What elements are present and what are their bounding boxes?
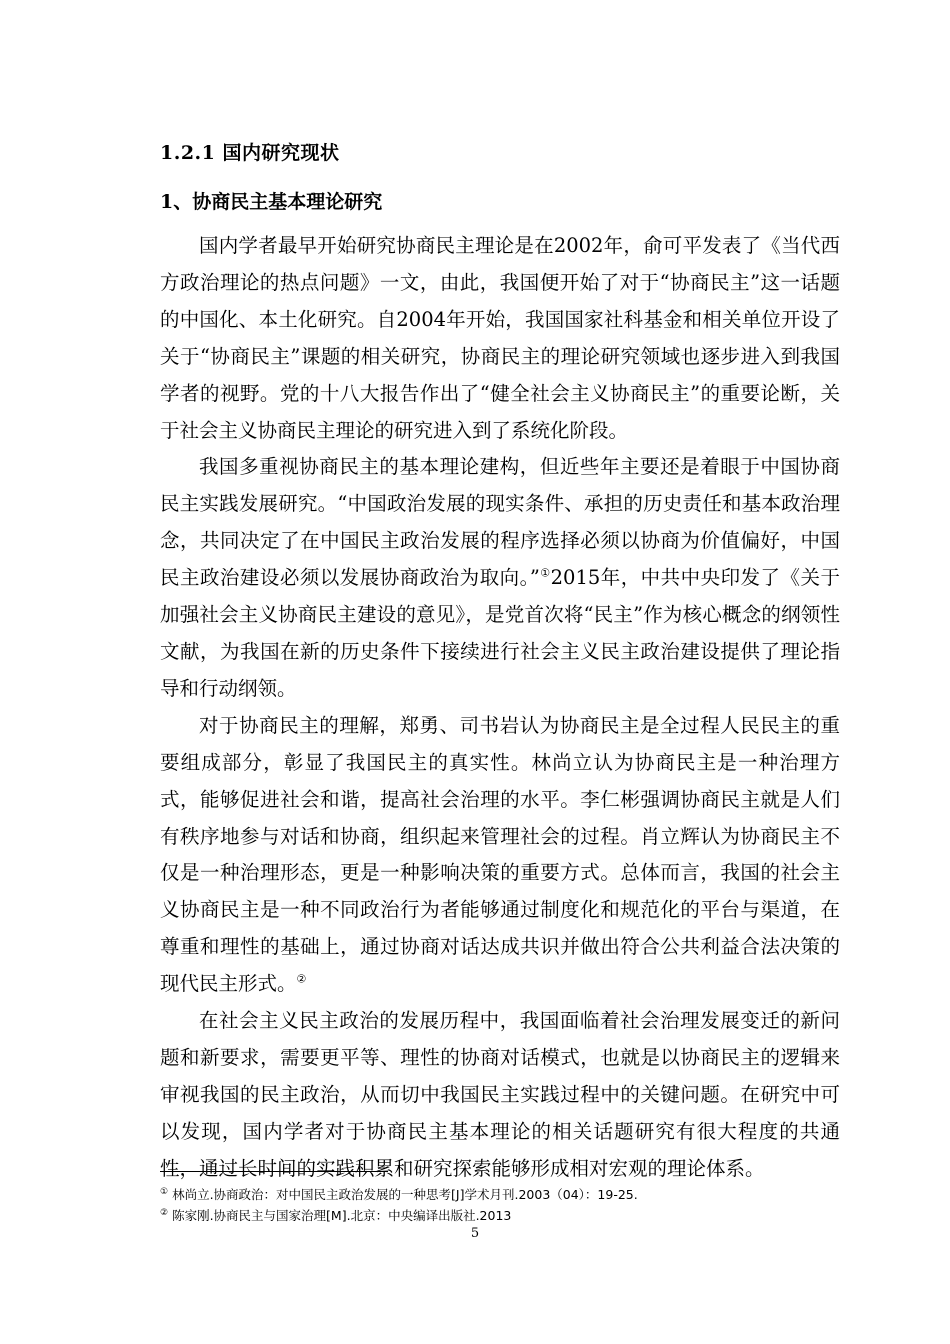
- footnote-2: [160, 1205, 840, 1226]
- paragraph-1-text: 国内学者最早开始研究协商民主理论是在2002年，俞可平发表了《当代西方政治理论的热点问题》一文，由此，我国便开始了对于“协商民主”这一话题的中国化、本土化研究。自2004年开始，我国国家社科基金和相关单位开设了关于“协商民主”课题的相关研究，协商民主的理论研究领域也逐步进入到我国学者的视野。党的十八大报告作出了“健全社会主义协商民主”的重要论断，关于社会主义协商民主理论的研究进入到了系统化阶段。: [160, 234, 840, 442]
- footnote-1: [160, 1184, 840, 1205]
- footnote-2-text: 陈家刚.协商民主与国家治理[M].北京：中央编译出版社.2013: [172, 1208, 512, 1223]
- body-text: [160, 228, 840, 1188]
- paragraph-4-text: 在社会主义民主政治的发展历程中，我国面临着社会治理发展变迁的新问题和新要求，需要更平等、理性的协商对话模式，也就是以协商民主的逻辑来审视我国的民主政治，从而切中我国民主实践过程中的关键问题。在研究中可以发现，国内学者对于协商民主基本理论的相关话题研究有很大程度的共通性，通过长时间的实践积累和研究探索能够形成相对宏观的理论体系。: [160, 1009, 840, 1180]
- paragraph-4: [160, 1003, 840, 1188]
- footnote-2-mark: ②: [160, 1207, 169, 1218]
- footnote-1-text: 林尚立.协商政治：对中国民主政治发展的一种思考[J]学术月刊.2003（04）：19-25.: [172, 1187, 638, 1202]
- footnote-1-mark: ①: [160, 1186, 169, 1197]
- footnote-ref-2[interactable]: ②: [296, 972, 307, 986]
- paragraph-2: [160, 449, 840, 707]
- subsection-heading: 1、协商民主基本理论研究: [160, 191, 383, 213]
- paragraph-3: [160, 708, 840, 1003]
- footnote-ref-1[interactable]: ①: [539, 566, 551, 580]
- footnote-separator: [160, 1171, 388, 1172]
- section-heading: 1.2.1 国内研究现状: [160, 142, 340, 164]
- paragraph-2-text-b: 2015年，中共中央印发了《关于加强社会主义协商民主建设的意见》，是党首次将“民主”作为核心概念的纲领性文献，为我国在新的历史条件下接续进行社会主义民主政治建设提供了理论指导和行动纲领。: [160, 566, 840, 700]
- page-number: 5: [470, 1226, 480, 1241]
- footnotes: [160, 1184, 840, 1226]
- paragraph-3-text: 对于协商民主的理解，郑勇、司书岩认为协商民主是全过程人民民主的重要组成部分，彰显了我国民主的真实性。林尚立认为协商民主是一种治理方式，能够促进社会和谐，提高社会治理的水平。李仁彬强调协商民主就是人们有秩序地参与对话和协商，组织起来管理社会的过程。肖立辉认为协商民主不仅是一种治理形态，更是一种影响决策的重要方式。总体而言，我国的社会主义协商民主是一种不同政治行为者能够通过制度化和规范化的平台与渠道，在尊重和理性的基础上，通过协商对话达成共识并做出符合公共利益合法决策的现代民主形式。: [160, 713, 840, 996]
- paragraph-1: [160, 228, 840, 449]
- paragraph-2-text-a: 我国多重视协商民主的基本理论建构，但近些年主要还是着眼于中国协商民主实践发展研究。“中国政治发展的现实条件、承担的历史责任和基本政治理念，共同决定了在中国民主政治发展的程序选择必须以协商为价值偏好，中国民主政治建设必须以发展协商政治为取向。”: [160, 455, 840, 590]
